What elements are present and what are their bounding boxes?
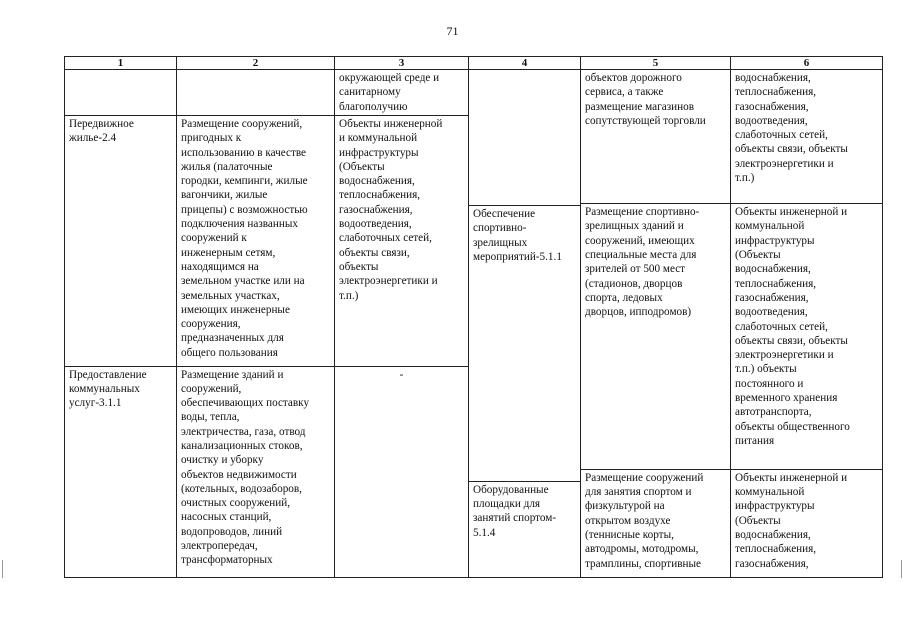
column-header-6: 6 bbox=[731, 57, 883, 70]
page-number: 71 bbox=[446, 24, 459, 38]
cell-continuation-c2 bbox=[177, 70, 335, 116]
cell-mobile-housing-infrastructure: Объекты инженерной и коммунальной инфраструктуры (Объекты водоснабжения, теплоснабжения, газоснабжения, водоотведения, слаботочных сетей, объекты связи, объекты электроэнергетики и т.п.) bbox=[335, 115, 469, 366]
land-use-table-container bbox=[64, 56, 882, 578]
cell-continuation-c4 bbox=[469, 70, 581, 206]
table-header-row bbox=[65, 57, 883, 70]
scan-edge-mark-left bbox=[2, 560, 3, 578]
column-header-4: 4 bbox=[469, 57, 581, 70]
cell-continuation-c5: объектов дорожного сервиса, а также размещение магазинов сопутствующей торговли bbox=[581, 70, 731, 204]
cell-mobile-housing-description: Размещение сооружений, пригодных к использованию в качестве жилья (палаточные городки, кемпинги, жилые вагончики, жилые прицепы) с возможностью подключения названных сооружений к инженерным сетям, находящимся на земельном участке или на земельных участках, имеющих инженерные сооружения, предназначенных для общего пользования bbox=[177, 115, 335, 366]
cell-continuation-c6: водоснабжения, теплоснабжения, газоснабжения, водоотведения, слаботочных сетей, объекты связи, объекты электроэнергетики и т.п.) bbox=[731, 70, 883, 204]
cell-spectator-events-infrastructure: Объекты инженерной и коммунальной инфраструктуры (Объекты водоснабжения, теплоснабжения, газоснабжения, водоотведения, слаботочных сетей, объекты связи, объекты электроэнергетики и т.п.) объекты постоянного и временного хранения автотранспорта, объекты общественного питания bbox=[731, 204, 883, 470]
cell-utilities-name: Предоставление коммунальных услуг-3.1.1 bbox=[65, 366, 177, 577]
cell-sport-grounds-infrastructure: Объекты инженерной и коммунальной инфраструктуры (Объекты водоснабжения, теплоснабжения, газоснабжения, bbox=[731, 469, 883, 577]
scan-edge-mark-right bbox=[901, 560, 902, 578]
cell-spectator-events-name: Обеспечение спортивно- зрелищных мероприятий-5.1.1 bbox=[469, 206, 581, 482]
column-header-2: 2 bbox=[177, 57, 335, 70]
column-header-5: 5 bbox=[581, 57, 731, 70]
cell-sport-grounds-name: Оборудованные площадки для занятий спортом- 5.1.4 bbox=[469, 481, 581, 577]
table-row bbox=[65, 70, 883, 116]
land-use-table bbox=[64, 56, 883, 578]
cell-mobile-housing-name: Передвижное жилье-2.4 bbox=[65, 115, 177, 366]
column-header-3: 3 bbox=[335, 57, 469, 70]
cell-spectator-events-description: Размещение спортивно- зрелищных зданий и сооружений, имеющих специальные места для зрителей от 500 мест (стадионов, дворцов спорта, ледовых дворцов, ипподромов) bbox=[581, 204, 731, 470]
cell-continuation-c3: окружающей среде и санитарному благополучию bbox=[335, 70, 469, 116]
cell-utilities-infrastructure: - bbox=[335, 366, 469, 577]
cell-continuation-c1 bbox=[65, 70, 177, 116]
cell-sport-grounds-description: Размещение сооружений для занятия спортом и физкультурой на открытом воздухе (теннисные корты, автодромы, мотодромы, трамплины, спортивные bbox=[581, 469, 731, 577]
column-header-1: 1 bbox=[65, 57, 177, 70]
cell-utilities-description: Размещение зданий и сооружений, обеспечивающих поставку воды, тепла, электричества, газа, отвод канализационных стоков, очистку и уборку объектов недвижимости (котельных, водозаборов, очистных сооружений, насосных станций, водопроводов, линий электропередач, трансформаторных bbox=[177, 366, 335, 577]
